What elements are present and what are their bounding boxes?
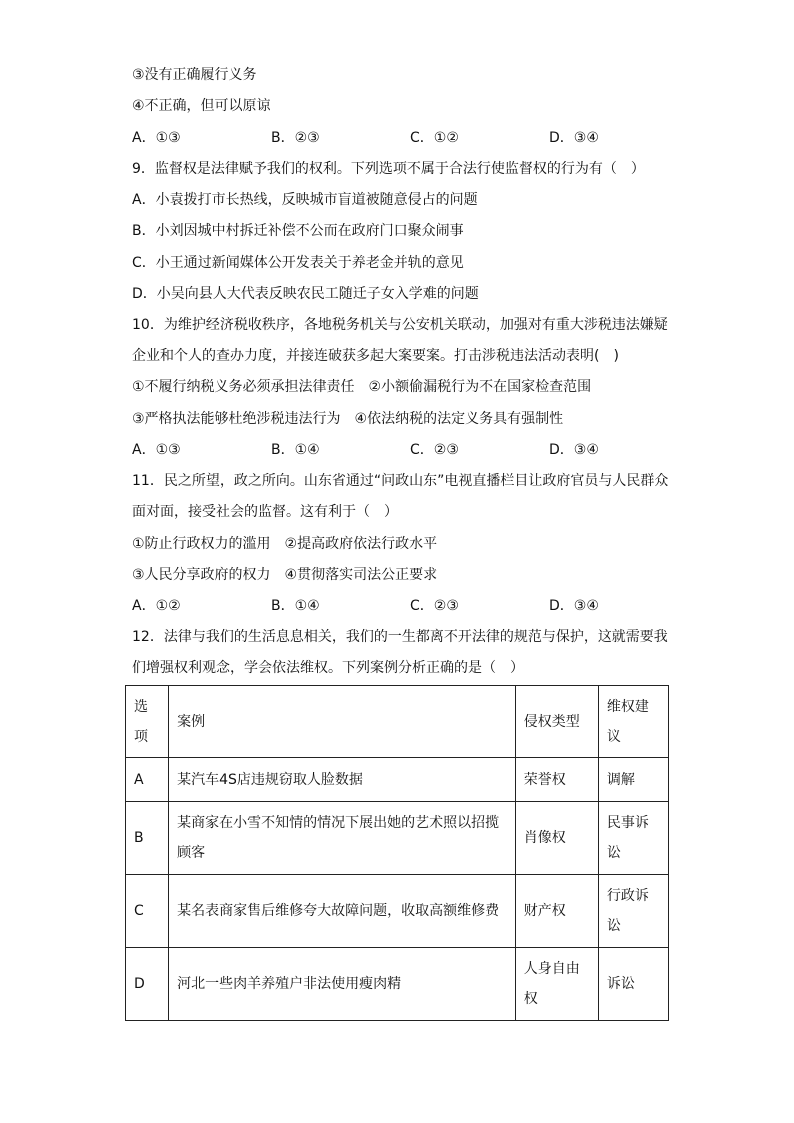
row-c-option: C	[126, 875, 169, 948]
row-a-type: 荣誉权	[515, 758, 598, 802]
table-row	[126, 948, 669, 1021]
table-row	[126, 758, 669, 802]
q9-option-d[interactable]: D．小吴向县人大代表反映农民工随迁子女入学难的问题	[132, 286, 479, 302]
q12-stem-line-1: 12．法律与我们的生活息息相关，我们的一生都离不开法律的规范与保护，这就需要我	[132, 629, 668, 645]
q8-choice-b[interactable]: B．②③	[271, 130, 320, 146]
q8-choice-c[interactable]: C．①②	[410, 130, 459, 146]
row-c-type: 财产权	[515, 875, 598, 948]
header-infringement-type: 侵权类型	[515, 686, 598, 758]
q9-option-a[interactable]: A．小袁拨打市长热线，反映城市盲道被随意侵占的问题	[132, 192, 478, 208]
q10-stem-line-1: 10．为维护经济税收秩序，各地税务机关与公安机关联动，加强对有重大涉税违法嫌疑	[132, 317, 668, 333]
row-d-advice: 诉讼	[598, 948, 668, 1021]
q8-item-3: ③没有正确履行义务	[132, 67, 257, 83]
table-row	[126, 875, 669, 948]
q10-choice-b[interactable]: B．①④	[271, 442, 320, 458]
q11-items-line-2: ③人民分享政府的权力 ④贯彻落实司法公正要求	[132, 567, 438, 583]
q10-items-line-1: ①不履行纳税义务必须承担法律责任 ②小额偷漏税行为不在国家检查范围	[132, 379, 592, 395]
q9-stem: 9．监督权是法律赋予我们的权利。下列选项不属于合法行使监督权的行为有（ ）	[132, 161, 645, 177]
table-row	[126, 802, 669, 875]
row-b-type: 肖像权	[515, 802, 598, 875]
q11-choice-a[interactable]: A．①②	[132, 598, 181, 614]
q11-choice-c[interactable]: C．②③	[410, 598, 459, 614]
row-b-advice: 民事诉讼	[598, 802, 668, 875]
row-a-advice: 调解	[598, 758, 668, 802]
q12-case-table	[125, 685, 669, 1021]
row-c-advice: 行政诉讼	[598, 875, 668, 948]
q12-stem-line-2: 们增强权利观念，学会依法维权。下列案例分析正确的是（ ）	[132, 660, 524, 676]
row-d-option: D	[126, 948, 169, 1021]
q10-choice-a[interactable]: A．①③	[132, 442, 181, 458]
q11-items-line-1: ①防止行政权力的滥用 ②提高政府依法行政水平	[132, 536, 438, 552]
q8-choice-a[interactable]: A．①③	[132, 130, 181, 146]
q9-option-c[interactable]: C．小王通过新闻媒体公开发表关于养老金并轨的意见	[132, 255, 464, 271]
row-a-case: 某汽车4S店违规窃取人脸数据	[169, 758, 516, 802]
q8-item-4: ④不正确，但可以原谅	[132, 98, 271, 114]
q10-choice-d[interactable]: D．③④	[549, 442, 599, 458]
q11-choice-b[interactable]: B．①④	[271, 598, 320, 614]
row-b-option: B	[126, 802, 169, 875]
header-option: 选项	[126, 686, 169, 758]
row-d-case: 河北一些肉羊养殖户非法使用瘦肉精	[169, 948, 516, 1021]
table-header-row	[126, 686, 669, 758]
q9-option-b[interactable]: B．小刘因城中村拆迁补偿不公而在政府门口聚众闹事	[132, 223, 464, 239]
q10-items-line-2: ③严格执法能够杜绝涉税违法行为 ④依法纳税的法定义务具有强制性	[132, 411, 564, 427]
q11-stem-line-1: 11．民之所望，政之所向。山东省通过“问政山东”电视直播栏目让政府官员与人民群众	[132, 473, 669, 489]
header-advice: 维权建议	[598, 686, 668, 758]
row-a-option: A	[126, 758, 169, 802]
q11-stem-line-2: 面对面，接受社会的监督。这有利于（ ）	[132, 504, 398, 520]
row-d-type: 人身自由权	[515, 948, 598, 1021]
q10-stem-line-2: 企业和个人的查办力度，并接连破获多起大案要案。打击涉税违法活动表明( )	[132, 348, 619, 364]
q8-choice-d[interactable]: D．③④	[549, 130, 599, 146]
header-case: 案例	[169, 686, 516, 758]
row-c-case: 某名表商家售后维修夸大故障问题，收取高额维修费	[169, 875, 516, 948]
q10-choice-c[interactable]: C．②③	[410, 442, 459, 458]
q11-choice-d[interactable]: D．③④	[549, 598, 599, 614]
row-b-case: 某商家在小雪不知情的情况下展出她的艺术照以招揽顾客	[169, 802, 516, 875]
